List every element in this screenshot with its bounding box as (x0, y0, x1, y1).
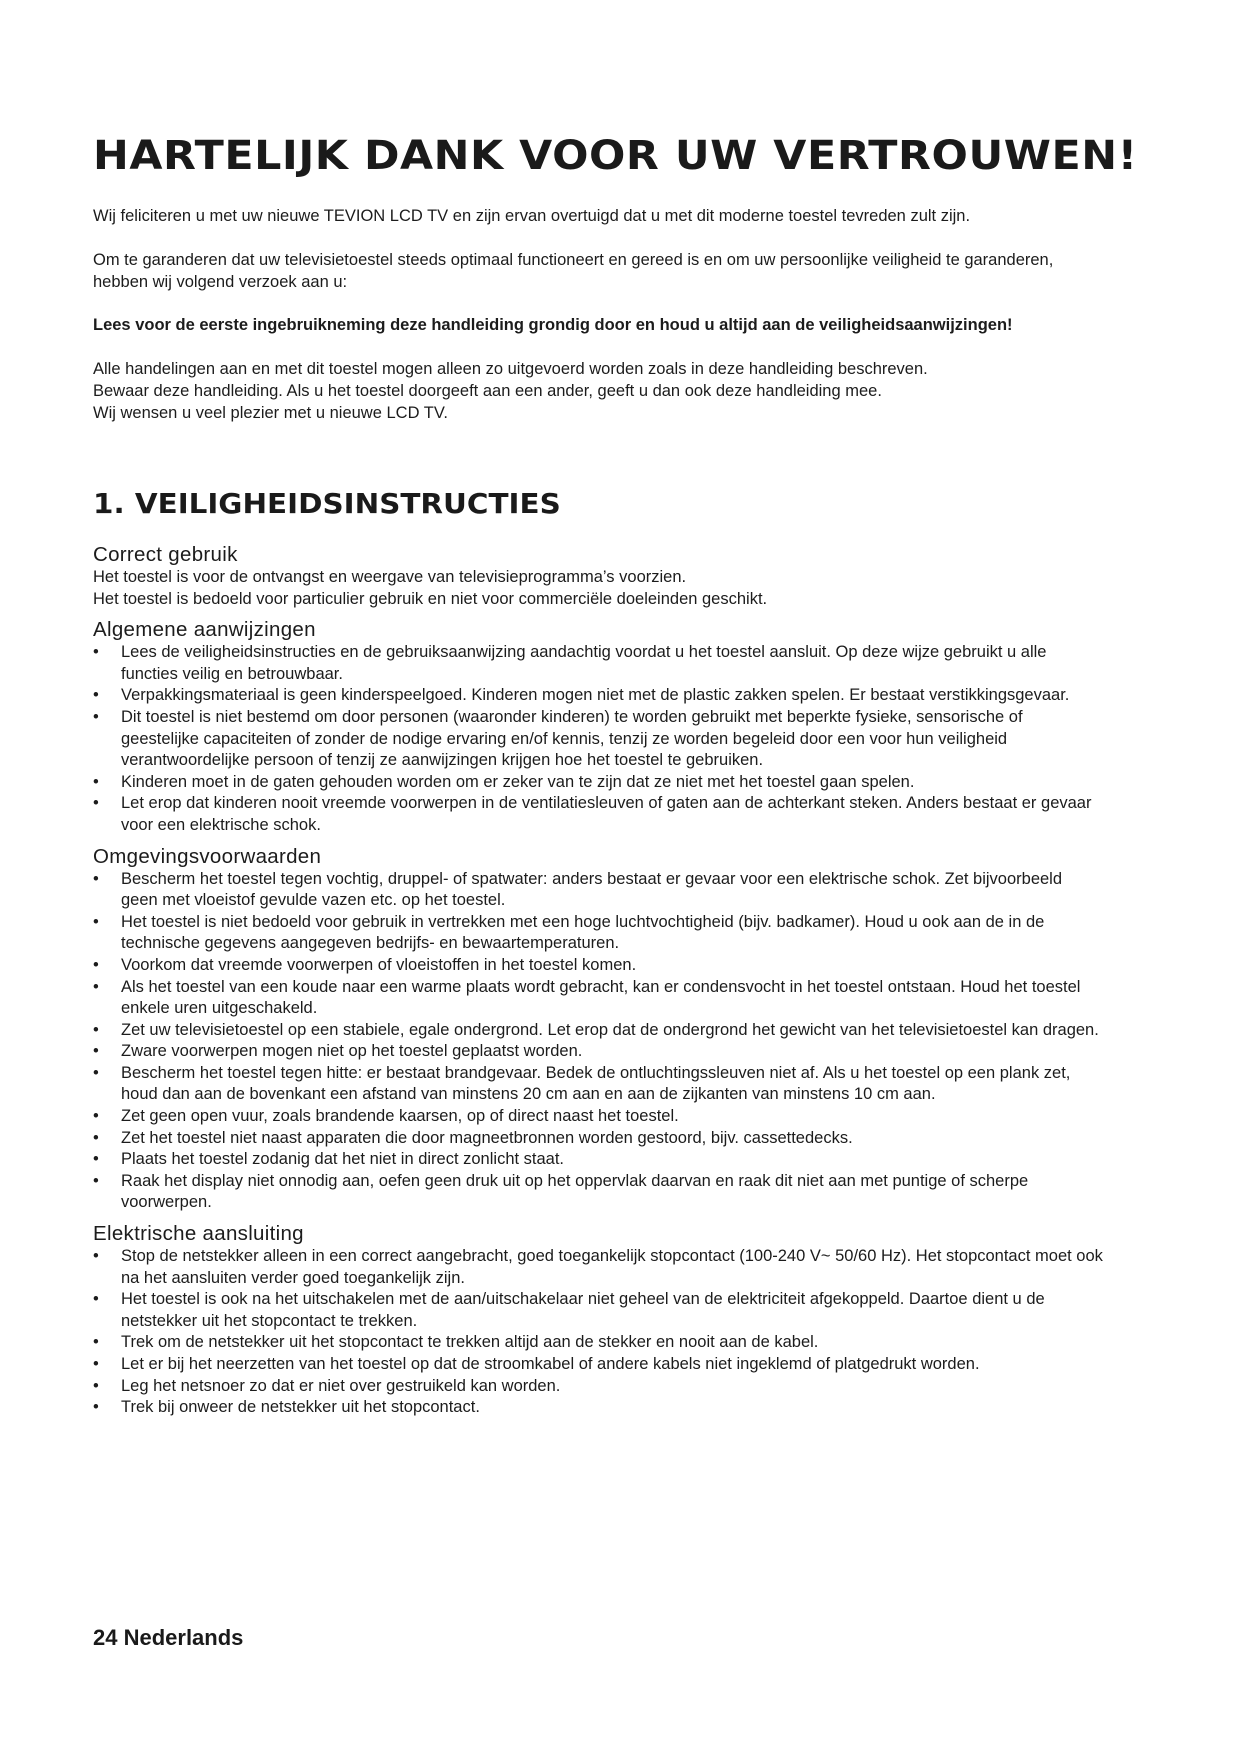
list-item: • Dit toestel is niet bestemd om door personen (waaronder kinderen) te worden gebruikt met beperkte fysieke, sensorische of geestelijke capaciteiten of zonder de nodige ervaring en/of kennis, tenzij ze worden begeleid door een voor hun veiligheid verantwoordelijke persoon of tenzij ze aanwijzingen krijgen hoe het toestel te gebruiken. (93, 707, 1103, 772)
intro-warning: Lees voor de eerste ingebruikneming deze handleiding grondig door en houd u altijd aan de veiligheidsaanwijzingen! (93, 316, 1013, 335)
section-title: 1. VEILIGHEIDSINSTRUCTIES (93, 487, 561, 520)
environment-list (93, 869, 1103, 1215)
intro-paragraph: Wij feliciteren u met uw nieuwe TEVION LCD TV en zijn ervan overtuigd dat u met dit moderne toestel tevreden zult zijn. (93, 207, 971, 225)
list-item: • Het toestel is niet bedoeld voor gebruik in vertrekken met een hoge luchtvochtigheid (bijv. badkamer). Houd u ook aan de in de technische gegevens aangegeven bedrijfs- en bewaartemperaturen. (93, 912, 1103, 955)
list-item: • Zet uw televisietoestel op een stabiele, egale ondergrond. Let erop dat de ondergrond het gewicht van het televisietoestel kan dragen. (93, 1020, 1103, 1042)
electrical-list (93, 1246, 1103, 1419)
subheading-correct-use: Correct gebruik (93, 543, 238, 566)
list-item: • Let er bij het neerzetten van het toestel op dat de stroomkabel of andere kabels niet ingeklemd of platgedrukt worden. (93, 1354, 1103, 1376)
page-title: HARTELIJK DANK VOOR UW VERTROUWEN! (93, 133, 1138, 179)
list-item: • Trek bij onweer de netstekker uit het stopcontact. (93, 1397, 1103, 1419)
subheading-general: Algemene aanwijzingen (93, 618, 316, 642)
intro-paragraph: Om te garanderen dat uw televisietoestel steeds optimaal functioneert en gereed is en om uw persoonlijke veiligheid te garanderen, hebben wij volgend verzoek aan u: (93, 250, 1054, 291)
list-item: • Voorkom dat vreemde voorwerpen of vloeistoffen in het toestel komen. (93, 955, 1103, 977)
list-item: • Als het toestel van een koude naar een warme plaats wordt gebracht, kan er condensvocht in het toestel ontstaan. Houd het toestel enkele uren uitgeschakeld. (93, 977, 1103, 1020)
list-item: • Zet geen open vuur, zoals brandende kaarsen, op of direct naast het toestel. (93, 1106, 1103, 1128)
list-item: • Bescherm het toestel tegen vochtig, druppel- of spatwater: anders bestaat er gevaar voor een elektrische schok. Zet bijvoorbeeld geen met vloeistof gevulde vazen etc. op het toestel. (93, 869, 1103, 912)
list-item: • Verpakkingsmateriaal is geen kinderspeelgoed. Kinderen mogen niet met de plastic zakken spelen. Er bestaat verstikkingsgevaar. (93, 685, 1103, 707)
list-item: • Zware voorwerpen mogen niet op het toestel geplaatst worden. (93, 1041, 1103, 1063)
subheading-electrical: Elektrische aansluiting (93, 1222, 304, 1246)
general-list (93, 642, 1103, 836)
list-item: • Let erop dat kinderen nooit vreemde voorwerpen in de ventilatiesleuven of gaten aan de achterkant steken. Anders bestaat er gevaar voor een elektrische schok. (93, 793, 1103, 836)
correct-use-line: Het toestel is voor de ontvangst en weergave van televisieprogramma’s voorzien. (93, 568, 687, 586)
list-item: • Lees de veiligheidsinstructies en de gebruiksaanwijzing aandachtig voordat u het toestel aansluit. Op deze wijze gebruikt u alle functies veilig en betrouwbaar. (93, 642, 1103, 685)
correct-use-line: Het toestel is bedoeld voor particulier gebruik en niet voor commerciële doeleinden geschikt. (93, 589, 768, 608)
page-footer: 24 Nederlands (93, 1625, 244, 1650)
list-item: • Kinderen moet in de gaten gehouden worden om er zeker van te zijn dat ze niet met het toestel gaan spelen. (93, 772, 1103, 794)
intro-paragraph: Wij wensen u veel plezier met u nieuwe LCD TV. (93, 403, 448, 422)
list-item: • Zet het toestel niet naast apparaten die door magneetbronnen worden gestoord, bijv. cassettedecks. (93, 1128, 1103, 1150)
list-item: • Stop de netstekker alleen in een correct aangebracht, goed toegankelijk stopcontact (100-240 V~ 50/60 Hz). Het stopcontact moet ook na het aansluiten verder goed toegankelijk zijn. (93, 1246, 1103, 1289)
intro-paragraph: Alle handelingen aan en met dit toestel mogen alleen zo uitgevoerd worden zoals in deze handleiding beschreven. (93, 360, 928, 379)
list-item: • Plaats het toestel zodanig dat het niet in direct zonlicht staat. (93, 1149, 1103, 1171)
list-item: • Trek om de netstekker uit het stopcontact te trekken altijd aan de stekker en nooit aan de kabel. (93, 1332, 1103, 1354)
list-item: • Leg het netsnoer zo dat er niet over gestruikeld kan worden. (93, 1376, 1103, 1398)
safety-sections (93, 543, 1103, 1419)
list-item: • Raak het display niet onnodig aan, oefen geen druk uit op het oppervlak daarvan en raak dit niet aan met puntige of scherpe voorwerpen. (93, 1171, 1103, 1214)
list-item: • Het toestel is ook na het uitschakelen met de aan/uitschakelaar niet geheel van de elektriciteit afgekoppeld. Daartoe dient u de netstekker uit het stopcontact te trekken. (93, 1289, 1103, 1332)
subheading-environment: Omgevingsvoorwaarden (93, 844, 322, 868)
intro-paragraph: Bewaar deze handleiding. Als u het toestel doorgeeft aan een ander, geeft u dan ook deze handleiding mee. (93, 381, 882, 400)
intro-text (93, 206, 1103, 425)
list-item: • Bescherm het toestel tegen hitte: er bestaat brandgevaar. Bedek de ontluchtingssleuven niet af. Als u het toestel op een plank zet, houd dan aan de bovenkant een afstand van minstens 20 cm aan en aan de zijkanten van minstens 10 cm aan. (93, 1063, 1103, 1106)
